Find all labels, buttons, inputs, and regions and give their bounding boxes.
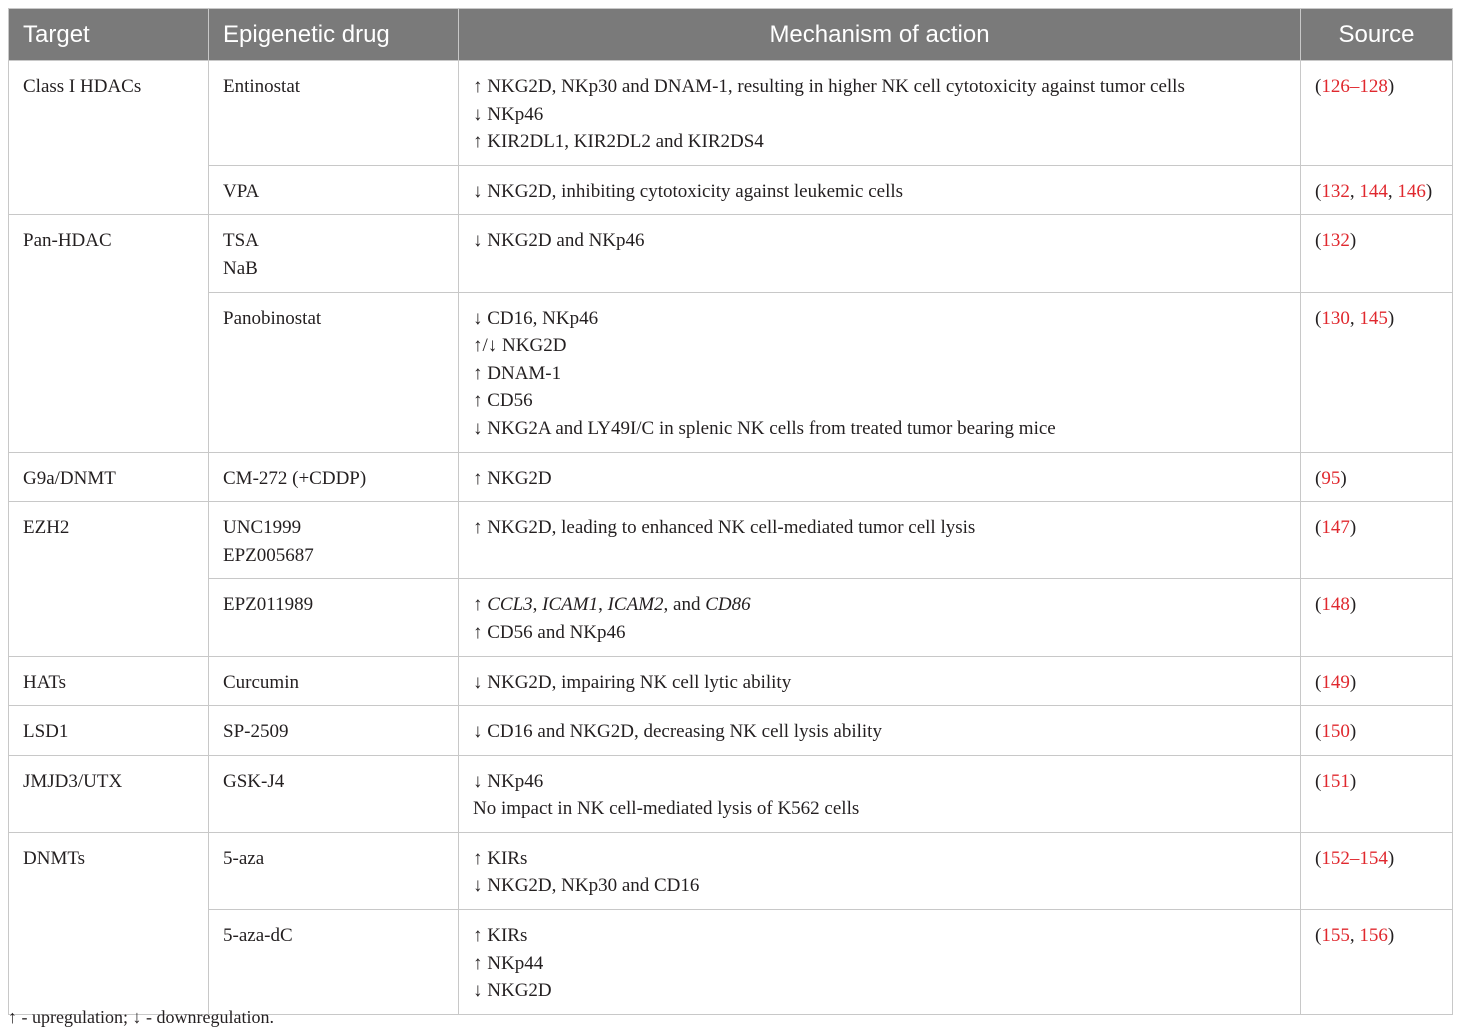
drug-cell — [209, 452, 459, 502]
header-source: Source — [1301, 9, 1453, 61]
paren-close: ) — [1349, 517, 1357, 539]
text-sep: , — [598, 594, 608, 616]
text-sep: , and — [663, 594, 706, 616]
drug-cell — [209, 755, 459, 832]
source-refs — [1315, 672, 1356, 693]
drug-cell — [209, 706, 459, 756]
ref-separator: , — [1387, 180, 1398, 202]
table-footnote: ↑ - upregulation; ↓ - downregulation. — [8, 1007, 274, 1027]
drug-name: Curcumin — [223, 671, 299, 693]
target-name: Class I HDACs — [23, 76, 142, 97]
epigenetic-drugs-table — [8, 8, 1453, 1015]
target-name: G9a/DNMT — [23, 467, 116, 489]
header-mechanism: Mechanism of action — [459, 9, 1301, 61]
mechanism-line: ↓ CD16 and NKG2D, decreasing NK cell lysis ability — [473, 721, 882, 743]
paren-open: ( — [1315, 517, 1322, 539]
table-row — [9, 452, 1453, 502]
reference-link[interactable]: 150 — [1321, 721, 1350, 743]
drug-cell — [209, 656, 459, 706]
reference-link[interactable]: 151 — [1321, 770, 1350, 792]
header-drug: Epigenetic drug — [209, 9, 459, 61]
table-row — [9, 706, 1453, 756]
target-cell — [9, 656, 209, 706]
source-cell — [1301, 579, 1453, 656]
mechanism-line: ↑ KIRs — [473, 847, 528, 869]
paren-open: ( — [1315, 180, 1322, 202]
drug-name: EPZ011989 — [223, 594, 314, 616]
drug-name: GSK-J4 — [223, 770, 285, 792]
mechanism-line: No impact in NK cell-mediated lysis of K562 cells — [473, 798, 860, 820]
target-cell — [9, 502, 209, 656]
table-row — [9, 165, 1453, 215]
table-row — [9, 656, 1453, 706]
header-row — [9, 9, 1453, 61]
mechanism-line: ↑ KIRs — [473, 925, 528, 947]
paren-close: ) — [1387, 76, 1395, 97]
paren-open: ( — [1315, 594, 1322, 616]
mechanism-cell — [459, 452, 1301, 502]
mechanism-line: ↑ NKG2D, leading to enhanced NK cell-mediated tumor cell lysis — [473, 517, 976, 539]
source-refs — [1315, 76, 1394, 97]
ref-separator: , — [1349, 925, 1360, 947]
reference-link[interactable]: 149 — [1321, 671, 1350, 693]
paren-open: ( — [1315, 307, 1322, 329]
mechanism-cell — [459, 656, 1301, 706]
reference-link[interactable]: 155 — [1321, 925, 1350, 947]
reference-link[interactable]: 147 — [1321, 517, 1350, 539]
drug-name: SP-2509 — [223, 721, 289, 743]
reference-link[interactable]: 146 — [1397, 180, 1426, 202]
mechanism-line: ↓ NKG2D, impairing NK cell lytic ability — [473, 671, 792, 693]
target-name: Pan-HDAC — [23, 230, 112, 252]
mechanism-line: ↑/↓ NKG2D — [473, 335, 567, 357]
reference-link[interactable]: 152–154 — [1321, 847, 1388, 869]
mechanism-cell — [459, 165, 1301, 215]
paren-close: ) — [1425, 180, 1433, 202]
target-name: LSD1 — [23, 721, 69, 743]
source-refs — [1315, 517, 1356, 538]
mechanism-line: ↓ NKp46 — [473, 103, 544, 125]
source-refs — [1315, 468, 1347, 489]
mechanism-line: ↑ DNAM-1 — [473, 362, 562, 384]
table-row — [9, 215, 1453, 292]
mechanism-line: ↑ CD56 — [473, 390, 533, 412]
ref-separator: , — [1349, 180, 1360, 202]
paren-open: ( — [1315, 721, 1322, 743]
paren-close: ) — [1387, 925, 1395, 947]
text-sep: , — [532, 594, 543, 616]
target-cell — [9, 452, 209, 502]
reference-link[interactable]: 130 — [1321, 307, 1350, 329]
drug-name: EPZ005687 — [223, 544, 314, 566]
arrow-up: ↑ — [473, 594, 488, 616]
paren-close: ) — [1387, 847, 1395, 869]
drug-name: 5-aza — [223, 847, 265, 869]
reference-link[interactable]: 95 — [1321, 467, 1341, 489]
paren-close: ) — [1349, 594, 1357, 616]
drug-cell — [209, 292, 459, 452]
source-cell — [1301, 215, 1453, 292]
drug-cell — [209, 832, 459, 909]
mechanism-line: ↓ NKG2D and NKp46 — [473, 230, 645, 252]
mechanism-line: ↑ NKp44 — [473, 952, 544, 974]
drug-name: UNC1999 — [223, 517, 302, 539]
paren-close: ) — [1387, 307, 1395, 329]
reference-link[interactable]: 126–128 — [1321, 76, 1388, 97]
target-name: DNMTs — [23, 847, 86, 869]
drug-cell — [209, 579, 459, 656]
mechanism-line — [473, 591, 1286, 619]
mechanism-line: ↓ NKG2D, inhibiting cytotoxicity against leukemic cells — [473, 180, 904, 202]
reference-link[interactable]: 148 — [1321, 594, 1350, 616]
source-cell — [1301, 832, 1453, 909]
mechanism-line: ↓ NKp46 — [473, 770, 544, 792]
target-cell — [9, 61, 209, 215]
drug-cell — [209, 165, 459, 215]
reference-link[interactable]: 132 — [1321, 180, 1350, 202]
ref-separator: , — [1349, 307, 1360, 329]
paren-open: ( — [1315, 467, 1322, 489]
source-refs — [1315, 308, 1394, 329]
mechanism-cell — [459, 502, 1301, 579]
table-row — [9, 832, 1453, 909]
source-refs — [1315, 721, 1356, 742]
source-cell — [1301, 502, 1453, 579]
mechanism-cell — [459, 292, 1301, 452]
target-name: JMJD3/UTX — [23, 770, 123, 792]
mechanism-cell — [459, 910, 1301, 1015]
mechanism-line: ↓ NKG2D — [473, 980, 552, 1002]
source-cell — [1301, 656, 1453, 706]
gene-name: ICAM2 — [607, 594, 664, 616]
source-cell — [1301, 452, 1453, 502]
source-cell — [1301, 706, 1453, 756]
drug-name: TSA — [223, 230, 259, 252]
source-cell — [1301, 755, 1453, 832]
source-cell — [1301, 61, 1453, 166]
paren-close: ) — [1349, 770, 1357, 792]
drug-cell — [209, 215, 459, 292]
mechanism-cell — [459, 706, 1301, 756]
drug-cell — [209, 502, 459, 579]
mechanism-cell — [459, 832, 1301, 909]
table-row — [9, 755, 1453, 832]
paren-open: ( — [1315, 76, 1322, 97]
mechanism-cell — [459, 755, 1301, 832]
drug-name: Entinostat — [223, 76, 301, 97]
reference-link[interactable]: 156 — [1359, 925, 1388, 947]
source-refs — [1315, 594, 1356, 615]
mechanism-cell — [459, 61, 1301, 166]
paren-open: ( — [1315, 847, 1322, 869]
target-cell — [9, 755, 209, 832]
mechanism-line: ↓ NKG2D, NKp30 and CD16 — [473, 875, 700, 897]
paren-open: ( — [1315, 770, 1322, 792]
paren-open: ( — [1315, 671, 1322, 693]
table-row — [9, 61, 1453, 166]
reference-link[interactable]: 145 — [1359, 307, 1388, 329]
source-refs — [1315, 230, 1356, 251]
mechanism-line: ↓ CD16, NKp46 — [473, 307, 599, 329]
paren-open: ( — [1315, 925, 1322, 947]
paren-close: ) — [1349, 671, 1357, 693]
target-name: HATs — [23, 671, 67, 693]
target-name: EZH2 — [23, 517, 70, 539]
gene-name: CD86 — [705, 594, 751, 616]
drug-name: NaB — [223, 257, 258, 279]
paren-close: ) — [1340, 467, 1347, 489]
source-cell — [1301, 910, 1453, 1015]
drug-name: CM-272 (+CDDP) — [223, 467, 367, 489]
mechanism-line: ↓ NKG2A and LY49I/C in splenic NK cells from treated tumor bearing mice — [473, 417, 1056, 439]
drug-name: VPA — [223, 180, 260, 202]
source-cell — [1301, 292, 1453, 452]
mechanism-cell — [459, 579, 1301, 656]
paren-open: ( — [1315, 230, 1322, 252]
mechanism-line: ↑ NKG2D — [473, 467, 552, 489]
source-refs — [1315, 848, 1394, 869]
mechanism-line: ↑ CD56 and NKp46 — [473, 621, 626, 643]
target-cell — [9, 215, 209, 452]
source-cell — [1301, 165, 1453, 215]
table-row — [9, 502, 1453, 579]
paren-close: ) — [1349, 721, 1357, 743]
source-refs — [1315, 925, 1394, 946]
drug-name: Panobinostat — [223, 307, 322, 329]
target-cell — [9, 832, 209, 1014]
source-refs — [1315, 771, 1356, 792]
drug-cell — [209, 61, 459, 166]
gene-name: CCL3 — [487, 594, 533, 616]
reference-link[interactable]: 144 — [1359, 180, 1388, 202]
drug-cell — [209, 910, 459, 1015]
paren-close: ) — [1349, 230, 1357, 252]
table-row — [9, 910, 1453, 1015]
mechanism-line: ↑ NKG2D, NKp30 and DNAM-1, resulting in higher NK cell cytotoxicity against tumor cells — [473, 76, 1185, 97]
table-row — [9, 579, 1453, 656]
gene-name: ICAM1 — [542, 594, 599, 616]
mechanism-line: ↑ KIR2DL1, KIR2DL2 and KIR2DS4 — [473, 131, 764, 153]
table-row — [9, 292, 1453, 452]
reference-link[interactable]: 132 — [1321, 230, 1350, 252]
mechanism-cell — [459, 215, 1301, 292]
header-target: Target — [9, 9, 209, 61]
source-refs — [1315, 181, 1432, 202]
drug-name: 5-aza-dC — [223, 925, 293, 947]
target-cell — [9, 706, 209, 756]
